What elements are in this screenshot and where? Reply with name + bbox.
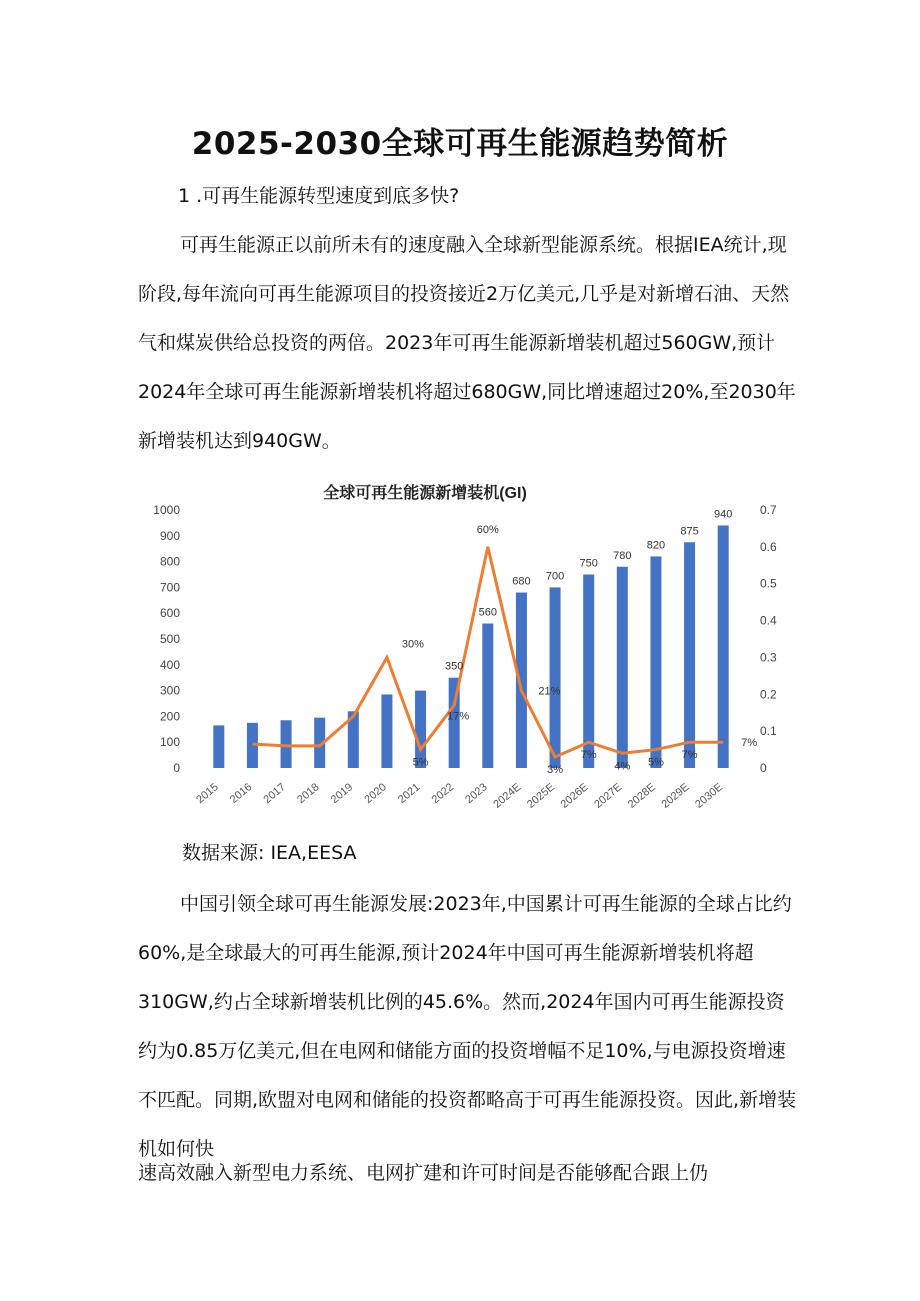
x-tick-label: 2026E	[558, 781, 591, 811]
right-tick-label: 0.3	[760, 650, 777, 665]
x-tick-label: 2022	[429, 781, 457, 807]
left-axis	[153, 503, 180, 775]
chart-title: 全球可再生能源新增装机(GI)	[323, 485, 527, 502]
bar	[213, 725, 224, 768]
bar	[718, 525, 729, 768]
x-tick-label: 2027E	[592, 781, 625, 811]
x-tick-label: 2015	[194, 781, 221, 807]
bar-value-label: 875	[680, 525, 699, 538]
bar	[550, 587, 561, 768]
left-tick-label: 200	[159, 709, 180, 724]
bar	[617, 567, 628, 768]
right-tick-label: 0.6	[760, 539, 777, 554]
right-tick-label: 0	[760, 761, 767, 775]
growth-value-label: 3%	[547, 763, 564, 776]
paragraph-intro: 可再生能源正以前所未有的速度融入全球新型能源系统。根据IEA统计,现阶段,每年流向可再生能源项目的投资接近2万亿美元,几乎是对新增石油、天然气和煤炭供给总投资的两倍。2023年可再生能源新增装机超过560GW,预计2024年全球可再生能源新增装机将超过680GW,同比增速超过20%,至2030年新增装机达到940GW。	[138, 234, 796, 452]
right-tick-label: 0.4	[760, 613, 777, 628]
bar-value-label: 680	[512, 575, 531, 588]
bar-value-label: 750	[579, 557, 598, 570]
bar	[281, 720, 292, 768]
left-tick-label: 700	[159, 580, 180, 595]
x-tick-label: 2024E	[491, 781, 524, 811]
bar	[381, 694, 392, 768]
bar	[482, 624, 493, 768]
left-tick-label: 400	[159, 657, 180, 672]
x-tick-label: 2017	[261, 781, 288, 807]
x-tick-label: 2028E	[625, 781, 658, 811]
left-tick-label: 500	[159, 632, 180, 646]
bar-value-label: 700	[545, 570, 565, 583]
right-tick-label: 0.1	[760, 724, 777, 739]
bar-value-label: 940	[714, 508, 733, 521]
bar-series	[213, 525, 728, 768]
body-section-1	[138, 172, 798, 466]
data-source-note: 数据来源: IEA,EESA	[182, 842, 357, 864]
growth-value-label: 30%	[401, 638, 424, 651]
document-title: 2025-2030全球可再生能源趋势简析	[191, 126, 729, 162]
left-tick-label: 0	[173, 761, 180, 775]
bar-value-label: 560	[478, 606, 497, 619]
section-heading: 1 .可再生能源转型速度到底多快?	[178, 185, 460, 207]
growth-value-label: 7%	[681, 749, 698, 762]
x-tick-label: 2023	[463, 781, 490, 807]
x-tick-label: 2020	[362, 781, 389, 807]
growth-value-label: 60%	[476, 523, 499, 536]
x-tick-label: 2030E	[693, 781, 726, 811]
left-tick-label: 1000	[153, 503, 180, 517]
x-tick-label: 2019	[328, 781, 356, 807]
x-tick-label: 2016	[227, 781, 255, 807]
paragraph-continued: 速高效融入新型电力系统、电网扩建和许可时间是否能够配合跟上仍	[138, 1162, 709, 1184]
x-tick-label: 2018	[295, 781, 322, 807]
right-tick-label: 0.5	[760, 576, 777, 591]
growth-value-label: 7%	[741, 737, 758, 750]
capacity-chart	[140, 470, 790, 830]
growth-value-label: 17%	[447, 710, 470, 723]
right-tick-label: 0.2	[760, 687, 777, 702]
growth-value-label: 4%	[614, 760, 631, 773]
x-tick-label: 2025E	[524, 781, 557, 811]
right-axis	[760, 503, 777, 775]
growth-value-label: 5%	[647, 756, 664, 769]
body-section-2	[138, 880, 798, 1174]
bar-value-label: 780	[613, 549, 632, 562]
x-tick-label: 2021	[396, 781, 423, 807]
left-tick-label: 900	[159, 528, 180, 543]
paragraph-china: 中国引领全球可再生能源发展:2023年,中国累计可再生能源的全球占比约60%,是全球最大的可再生能源,预计2024年中国可再生能源新增装机将超310GW,约占全球新增装机比例的45.6%。然而,2024年国内可再生能源投资约为0.85万亿美元,但在电网和储能方面的投资增幅不足10%,与电源投资增速不匹配。同期,欧盟对电网和储能的投资都略高于可再生能源投资。因此,新增装机如何快	[138, 893, 797, 1160]
growth-value-label: 7%	[580, 749, 597, 762]
bar	[684, 542, 695, 768]
x-tick-label: 2029E	[659, 781, 692, 811]
growth-value-label: 21%	[538, 685, 561, 698]
right-tick-label: 0.7	[760, 503, 777, 517]
left-tick-label: 100	[159, 735, 180, 750]
left-tick-label: 800	[159, 554, 180, 569]
growth-value-label: 5%	[412, 756, 429, 769]
bar-value-label: 820	[646, 539, 666, 552]
left-tick-label: 600	[159, 606, 180, 621]
x-axis-labels	[194, 781, 725, 811]
bar-value-label: 350	[445, 660, 464, 673]
bar	[650, 556, 661, 768]
bar	[583, 575, 594, 769]
left-tick-label: 300	[159, 683, 180, 698]
